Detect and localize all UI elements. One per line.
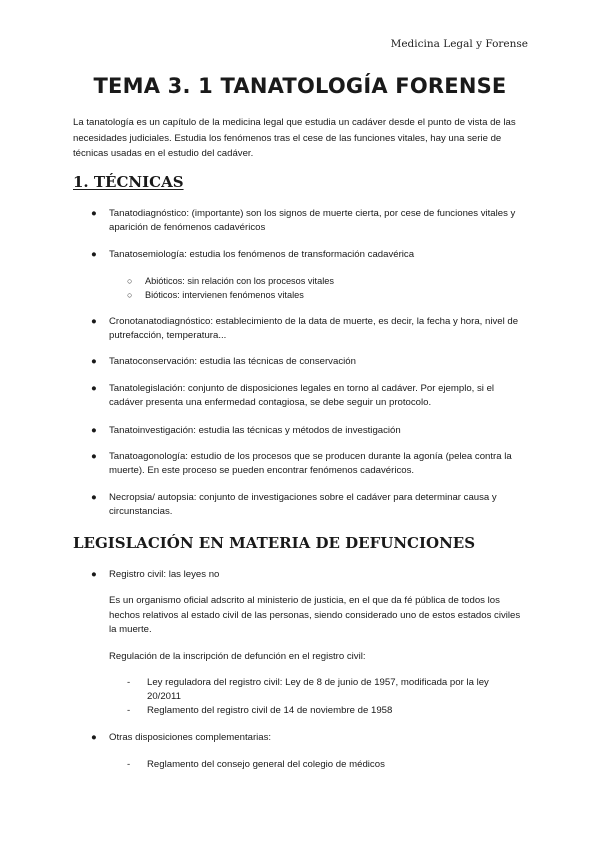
list-item-text: Tanatodiagnóstico: (importante) son los signos de muerte cierta, por cese de funciones vitales y aparición de fenómenos cadavéricos (109, 208, 516, 233)
list-item-text: Tanatoagonología: estudio de los procesos que se producen durante la agonía (pelea contra la muerte). En este proceso se pueden encontrar fenómenos cadavéricos. (109, 451, 512, 476)
list-item-text: Registro civil: las leyes no (109, 569, 220, 580)
dash-icon: - (127, 677, 131, 688)
list-item-text: Necropsia/ autopsia: conjunto de investigaciones sobre el cadáver para determinar causa y circunstancias. (109, 492, 497, 517)
bullet-icon: ● (91, 249, 97, 260)
regulacion-label: Regulación de la inscripción de defunción en el registro civil: (109, 651, 366, 662)
dash-icon: - (127, 759, 131, 770)
list-item-text: Tanatoinvestigación: estudia las técnicas y métodos de investigación (109, 425, 401, 436)
bullet-icon: ● (91, 316, 97, 327)
list-item-text: Tanatoconservación: estudia las técnicas de conservación (109, 356, 356, 367)
circle-bullet-icon: ○ (127, 276, 133, 286)
section-heading-legislacion: LEGISLACIÓN EN MATERIA DE DEFUNCIONES (73, 534, 476, 552)
bullet-icon: ● (91, 425, 97, 436)
section-heading-tecnicas: 1. TÉCNICAS (73, 173, 184, 191)
dash-list-item-text: Reglamento del consejo general del colegio de médicos (147, 759, 385, 770)
bullet-icon: ● (91, 569, 97, 580)
sub-list-item-text: Abióticos: sin relación con los procesos vitales (145, 276, 334, 286)
registro-description: Es un organismo oficial adscrito al ministerio de justicia, en el que da fé pública de todos los hechos relativos al estado civil de las personas, siendo considerado uno de estos estados civiles la muerte. (109, 595, 521, 635)
page-title: TEMA 3. 1 TANATOLOGÍA FORENSE (93, 74, 507, 98)
list-item-text: Cronotanatodiagnóstico: establecimiento de la data de muerte, es decir, la fecha y hora, nivel de putrefacción, temperatura... (109, 316, 519, 341)
sub-list-item-text: Bióticos: intervienen fenómenos vitales (145, 290, 304, 300)
list-item-text: Otras disposiciones complementarias: (109, 732, 272, 743)
list-item-text: Tanatolegislación: conjunto de disposiciones legales en torno al cadáver. Por ejemplo, si el cadáver presenta una enfermedad contagiosa, se debe seguir un protocolo. (109, 383, 495, 408)
bullet-icon: ● (91, 451, 97, 462)
circle-bullet-icon: ○ (127, 290, 133, 300)
list-item-text: Tanatosemiología: estudia los fenómenos de transformación cadavérica (109, 249, 415, 260)
bullet-icon: ● (91, 492, 97, 503)
dash-list-item-text: Ley reguladora del registro civil: Ley de 8 de junio de 1957, modificada por la ley 20/2011 (147, 677, 489, 702)
bullet-icon: ● (91, 383, 97, 394)
dash-icon: - (127, 705, 131, 716)
bullet-icon: ● (91, 356, 97, 367)
bullet-icon: ● (91, 732, 97, 743)
bullet-icon: ● (91, 208, 97, 219)
running-header: Medicina Legal y Forense (390, 38, 528, 50)
intro-paragraph: La tanatología es un capítulo de la medicina legal que estudia un cadáver desde el punto de vista de las necesidades judiciales. Estudia los fenómenos tras el cese de las funciones vitales, hay una serie de técnicas usadas en el estudio del cadáver. (73, 117, 516, 159)
dash-list-item-text: Reglamento del registro civil de 14 de noviembre de 1958 (147, 705, 393, 716)
